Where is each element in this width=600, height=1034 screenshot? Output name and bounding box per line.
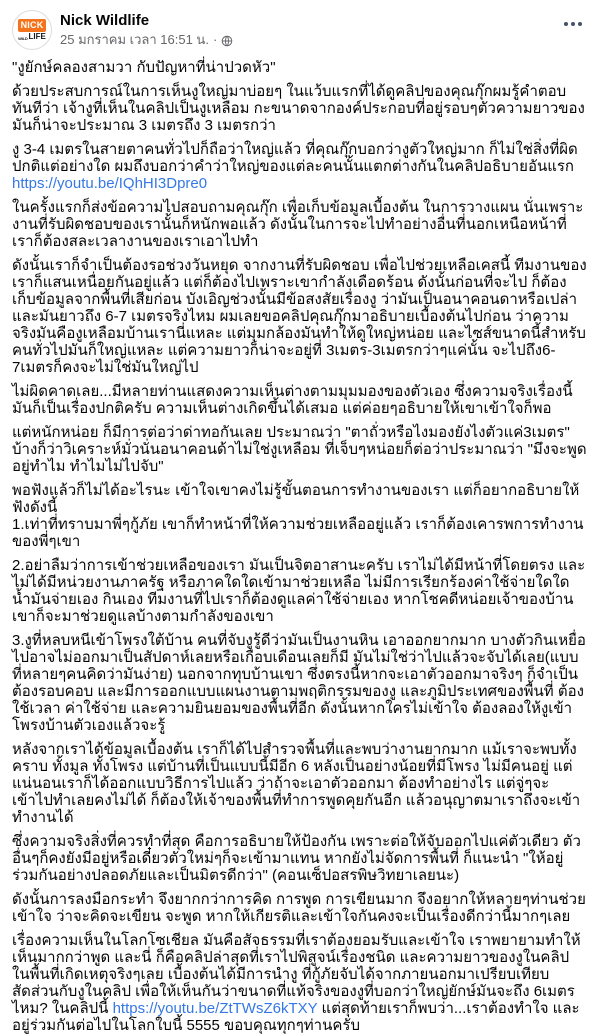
post-header <box>12 10 588 50</box>
post-text-segment: แต่หนักหน่อย ก็มีการต่อว่าด่าทอกันเลย ประมาณว่า "ตาถั่วหรือไงมองยังไงตัวแค่3เมตร" บ้างก็ว่าวิเคราะห์มั่วนั่นอนาคอนด้าไม่ใช่งูเหลือม ที่เจ็บๆหน่อยก็ต่อว่าประมาณว่า "มึงจะพูดอยู่ทำไม ทำไมไม่ไปจับ" <box>12 424 587 475</box>
post-paragraph <box>12 557 588 625</box>
post-meta-row <box>60 31 233 48</box>
post-text-segment: พอฟังแล้วก็ไม่ได้อะไรนะ เข้าใจเขาคงไม่รู้ขั้นตอนการทำงานของเรา แต่ก็อยากอธิบายให้ฟังดังนี้ <box>12 482 580 516</box>
post-paragraph <box>12 59 588 76</box>
post-link[interactable]: https://youtu.be/ZtTWsZ6kTXY <box>112 1000 318 1017</box>
post-paragraph <box>12 833 588 884</box>
avatar-logo-bottom: WILD LIFE <box>18 32 46 41</box>
post-paragraph <box>12 141 588 192</box>
post-paragraph <box>12 199 588 250</box>
post-paragraph <box>12 424 588 475</box>
post-paragraph <box>12 932 588 1034</box>
post-text-segment: ดังนั้นเราก็จำเป็นต้องรอช่วงวันหยุด จากงานที่รับผิดชอบ เพื่อไปช่วยเหลือเคสนี้ ทีมงานของเราก็แสนเหนื่อยกันอยู่แล้ว แต่ก็ต้องไปเพราะเขากำลังเดือดร้อน ดังนั้นก่อนที่จะไป ก็ต้องเก็บข้อมูลจากพื้นที่เสียก่อน บังเอิญช่วงนั้นมีข้อสงสัยเรื่องงู ว่ามันเป็นอนาคอนดาหรือเปล่า และมันยาวถึง 6-7 เมตรจริงไหม ผมเลยขอคลิปคุณกุ๊กมาอธิบายเบื้องต้นไปก่อน ว่าความจริงมันคืองูเหลือมบ้านเรานี่แหละ แต่มุมกล้องมันทำให้ดูใหญ่หน่อย และไซส์ขนาดนี้สำหรับคนทั่วไปมันก็ใหญ่แหละ แต่ความยาวก็น่าจะอยู่ที่ 3เมตร-3เมตรกว่าๆแค่นั้น จะไปถึง6-7เมตรก็คงจะไม่ใช่มันใหญ่ไป <box>12 257 587 376</box>
post-menu-button[interactable] <box>560 16 586 32</box>
profile-name-link[interactable]: Nick Wildlife <box>60 12 150 29</box>
post-link[interactable]: https://youtu.be/IQhHI3Dpre0 <box>12 175 208 192</box>
post-paragraph <box>12 891 588 925</box>
post-text-segment: ในครั้งแรกก็ส่งข้อความไปสอบถามคุณกุ๊ก เพื่อเก็บข้อมูลเบื้องต้น ในการวางแผน นั่นเพราะงานที่รับผิดชอบของเรานั้นก็หนักพอแล้ว ดังนั้นในการจะไปทำอย่างอื่นที่นอกเหนือหน้าที่ เราก็ต้องสละเวลางานของเราเอาไปทำ <box>12 199 584 250</box>
avatar-logo-top: NICK <box>18 19 47 32</box>
post-text-segment: ด้วยประสบการณ์ในการเห็นงูใหญ่มาบ่อยๆ ในแว้บแรกที่ได้ดูคลิปของคุณกุ๊กผมรู้คำตอบทันทีว่า เจ้างูที่เห็นในคลิปเป็นงูเหลือม กะขนาดจากองค์ประกอบที่อยู่รอบๆตัวความยาวของมันก็น่าจะประมาณ 3 เมตรถึง 3 เมตรกว่า <box>12 83 585 134</box>
post-text-segment: 2.อย่าลืมว่าการเข้าช่วยเหลือของเรา มันเป็นจิตอาสานะครับ เราไม่ได้มีหน้าที่โดยตรง และไม่ได้มีหน่วยงานภาครัฐ หรือภาคใดใดเข้ามาช่วยเหลือ ไม่มีการเรียกร้องค่าใช้จ่ายใดใด น้ำมันจ่ายเอง กินเอง ทีมงานที่ไปเราก็ต้องดูแลค่าใช้จ่ายเอง หากโชคดีหน่อยเจ้าของบ้านเขาก็จะมาช่วยดูแลบ้างตามกำลังของเขา <box>12 557 586 625</box>
post-text-segment: เรื่องความเห็นในโลกโซเชียล มันคือสัจธรรมที่เราต้องยอมรับและเข้าใจ เราพยายามทำให้เห็นมากกว่าพูด และนี่ ก็คือคลิปล่าสุดที่เราไปพิสูจน์เรื่องชนิด และความยาวของงูในคลิป ในพื้นที่เกิดเหตุจริงๆเลย เบื้องต้นได้มีการนำงู ที่กู้ภัยจับได้จากภายนอกมาเปรียบเทียบสัดส่วนกับงูในคลิป เพื่อให้เห็นกันว่าขนาดที่แท้จริงของงูที่บอกว่าใหญ่ยักษ์มันจะถึง 6เมตรไหม? ในคลิปนี้ <box>12 932 581 1017</box>
post-text-segment: งู 3-4 เมตรในสายตาคนทั่วไปก็ถือว่าใหญ่แล้ว ที่คุณกุ๊กบอกว่างูตัวใหญ่มาก ก็ไม่ใช่สิ่งที่ผิดปกติแต่อย่างใด ผมถึงบอกว่าคำว่าใหญ่ของแต่ละคนนั้นแตกต่างกันในคลิปอธิบายอันแรก <box>12 141 578 175</box>
post-text-segment: ซึ่งความจริงสิ่งที่ควรทำที่สุด คือการอธิบายให้ป้องกัน เพราะต่อให้จับออกไปแค่ตัวเดียว ตัวอื่นๆก็คงยังมีอยู่หรือเดี๋ยวตัวใหม่ๆก็จะเข้ามาแทน หากยังไม่จัดการพื้นที่ ก็แนะนำ "ให้อยู่ร่วมกันอย่างปลอดภัยและเป็นมิตรดีกว่า" (คอนเซ็ปอสรพิษวิทยาเลยนะ) <box>12 833 581 884</box>
post-paragraph <box>12 741 588 826</box>
post-text <box>12 59 588 1034</box>
post-paragraph <box>12 257 588 376</box>
post-text-segment: หลังจากเราได้ข้อมูลเบื้องต้น เราก็ได้ไปสำรวจพื้นที่และพบว่างานยากมาก แม้เราจะพบทั้งคราบ ทั้งมูล ทั้งโพรง แต่บ้านที่เป็นแบบนี้มีอีก 6 หลังเป็นอย่างน้อยที่มีโพรง ไม่มีคนอยู่ แต่แน่นอนเราก็ได้ออกแบบวิธีการไปแล้ว ว่าถ้าจะเอาตัวออกมา ต้องทำอย่างไร แต่จู่ๆจะเข้าไปทำเลยคงไม่ได้ ก็ต้องให้เจ้าของพื้นที่ทำการพูดคุยกันอีก แล้วอนุญาตมาเราถึงจะเข้าทำงานได้ <box>12 741 581 826</box>
post-paragraph <box>12 83 588 134</box>
profile-avatar[interactable] <box>12 10 52 50</box>
meta-separator: · <box>212 32 218 47</box>
post-text-segment: ดังนั้นการลงมือกระทำ จึงยากกว่าการคิด การพูด การเขียนมาก จึงอยากให้หลายๆท่านช่วยเข้าใจ ว่าจะคิดจะเขียน จะพูด หากให้เกียรติและเข้าใจกันคงจะเป็นเรื่องดีกว่านี้มากๆเลย <box>12 891 586 925</box>
post-text-segment: แต่สุดท้ายเราก็พบว่า...เราต้องทำใจ และอยู่ร่วมกันต่อไปในโลกใบนี้ 5555 ขอบคุณทุกๆท่านครับ <box>12 1000 580 1034</box>
post-text-segment: ไม่ผิดคาดเลย...มีหลายท่านแสดงความเห็นต่างตามมุมมองของตัวเอง ซึ่งความจริงเรื่องนี้มันก็เป็นเรื่องปกติครับ ความเห็นต่างเกิดขึ้นได้เสมอ แต่ค่อยๆอธิบายให้เขาเข้าใจก็พอ <box>12 383 573 417</box>
post-text-segment: "งูยักษ์คลองสามวา กับปัญหาที่น่าปวดหัว" <box>12 59 276 76</box>
post-paragraph <box>12 482 588 550</box>
post-paragraph <box>12 383 588 417</box>
globe-icon <box>221 34 233 46</box>
post-text-segment: 3.งูที่หลบหนีเข้าโพรงใต้บ้าน คนที่จับงูรู้ดีว่ามันเป็นงานหิน เอาออกยากมาก บางตัวกินเหยื่อไปอาจไม่ออกมาเป็นสัปดาห์เลยหรือเกือบเดือนเลยก็มี มันไม่ใช่ว่าไปแล้วจะจับได้เลย(แบบที่หลายๆคนคิดว่ามันง่าย) นอกจากทุบบ้านเขา ซึ่งตรงนี้หากจะเอาตัวออกมาจริงๆ ก็จำเป็นต้องรอบคอบ และมีการออกแบบแผนงานตามพฤติกรรมของงู และภูมิประเทศของพื้นที่ ต้องใช้เวลา ค่าใช้จ่าย และความยินยอมของพื้นที่อีก ดังนั้นหากใครไม่เข้าใจ ต้องลองให้งูเข้าโพรงบ้านตัวเองแล้วจะรู้ <box>12 632 586 734</box>
post-paragraph <box>12 632 588 734</box>
post-header-meta <box>60 10 233 48</box>
post-text-segment: 1.เท่าที่ทราบมาพี่ๆกู้ภัย เขาก็ทำหน้าที่ให้ความช่วยเหลืออยู่แล้ว เราก็ต้องเคารพการทำงานของพี่ๆเขา <box>12 516 584 550</box>
post-timestamp[interactable]: 25 มกราคม เวลา 16:51 น. <box>60 32 209 47</box>
ellipsis-icon <box>564 22 582 26</box>
